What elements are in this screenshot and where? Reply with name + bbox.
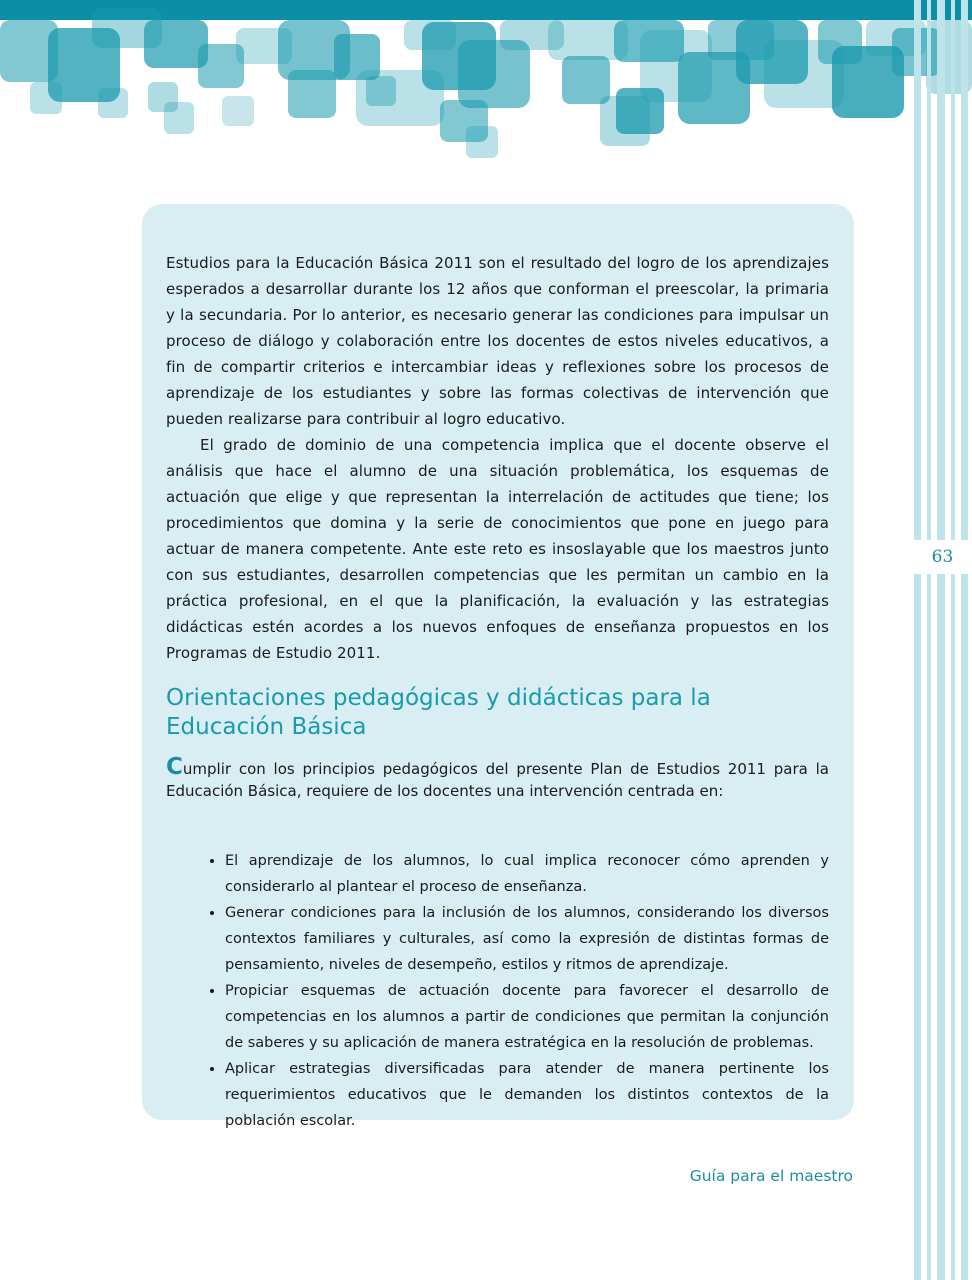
list-item: • Generar condiciones para la inclusión de los alumnos, considerando los diversos contextos familiares y culturales, así como la expresión de distintas formas de pensamiento, niveles de desempeño, estilos y ritmos de aprendizaje.	[225, 900, 829, 978]
decorative-squares-banner	[0, 0, 972, 170]
footer-title: Guía para el maestro	[689, 1167, 853, 1185]
section-intro	[166, 756, 829, 802]
paragraph-competencia: El grado de dominio de una competencia implica que el docente observe el análisis que hace el alumno de una situación problemática, los esquemas de actuación que elige y que representan la interrelación de actitudes que tiene; los procedimientos que domina y la serie de conocimientos que pone en juego para actuar de manera competente. Ante este reto es insoslayable que los maestros junto con sus estudiantes, desarrollen competencias que les permitan un cambio en la práctica profesional, en el que la planificación, la evaluación y las estrategias didácticas estén acordes a los nuevos enfoques de enseñanza propuestos en los Programas de Estudio 2011.	[166, 436, 829, 662]
drop-cap-initial: C	[166, 754, 183, 780]
list-item: • Propiciar esquemas de actuación docente para favorecer el desarrollo de competencias en los alumnos a partir de condiciones que permitan la conjunción de saberes y su aplicación de manera estratégica en la resolución de problemas.	[225, 978, 829, 1056]
side-stripes-decoration	[908, 0, 972, 1280]
list-item: • Aplicar estrategias diversificadas para atender de manera pertinente los requerimientos educativos que le demanden los distintos contextos de la población escolar.	[225, 1056, 829, 1134]
orientations-list	[166, 848, 829, 1134]
section-heading: Orientaciones pedagógicas y didácticas para la Educación Básica	[166, 685, 711, 740]
paragraph-continuation: Estudios para la Educación Básica 2011 son el resultado del logro de los aprendizajes esperados a desarrollar durante los 12 años que conforman el preescolar, la primaria y la secundaria. Por lo anterior, es necesario generar las condiciones para impulsar un proceso de diálogo y colaboración entre los docentes de estos niveles educativos, a fin de compartir criterios e intercambiar ideas y reflexiones sobre los procesos de aprendizaje de los estudiantes y sobre las formas colectivas de intervención que pueden realizarse para contribuir al logro educativo.	[166, 254, 829, 428]
list-item: • El aprendizaje de los alumnos, lo cual implica reconocer cómo aprenden y considerarlo al plantear el proceso de enseñanza.	[225, 848, 829, 900]
main-content	[166, 250, 829, 1134]
section-intro-text: umplir con los principios pedagógicos del presente Plan de Estudios 2011 para la Educación Básica, requiere de los docentes una intervención centrada en:	[166, 760, 829, 800]
page-number: 63	[913, 540, 972, 574]
